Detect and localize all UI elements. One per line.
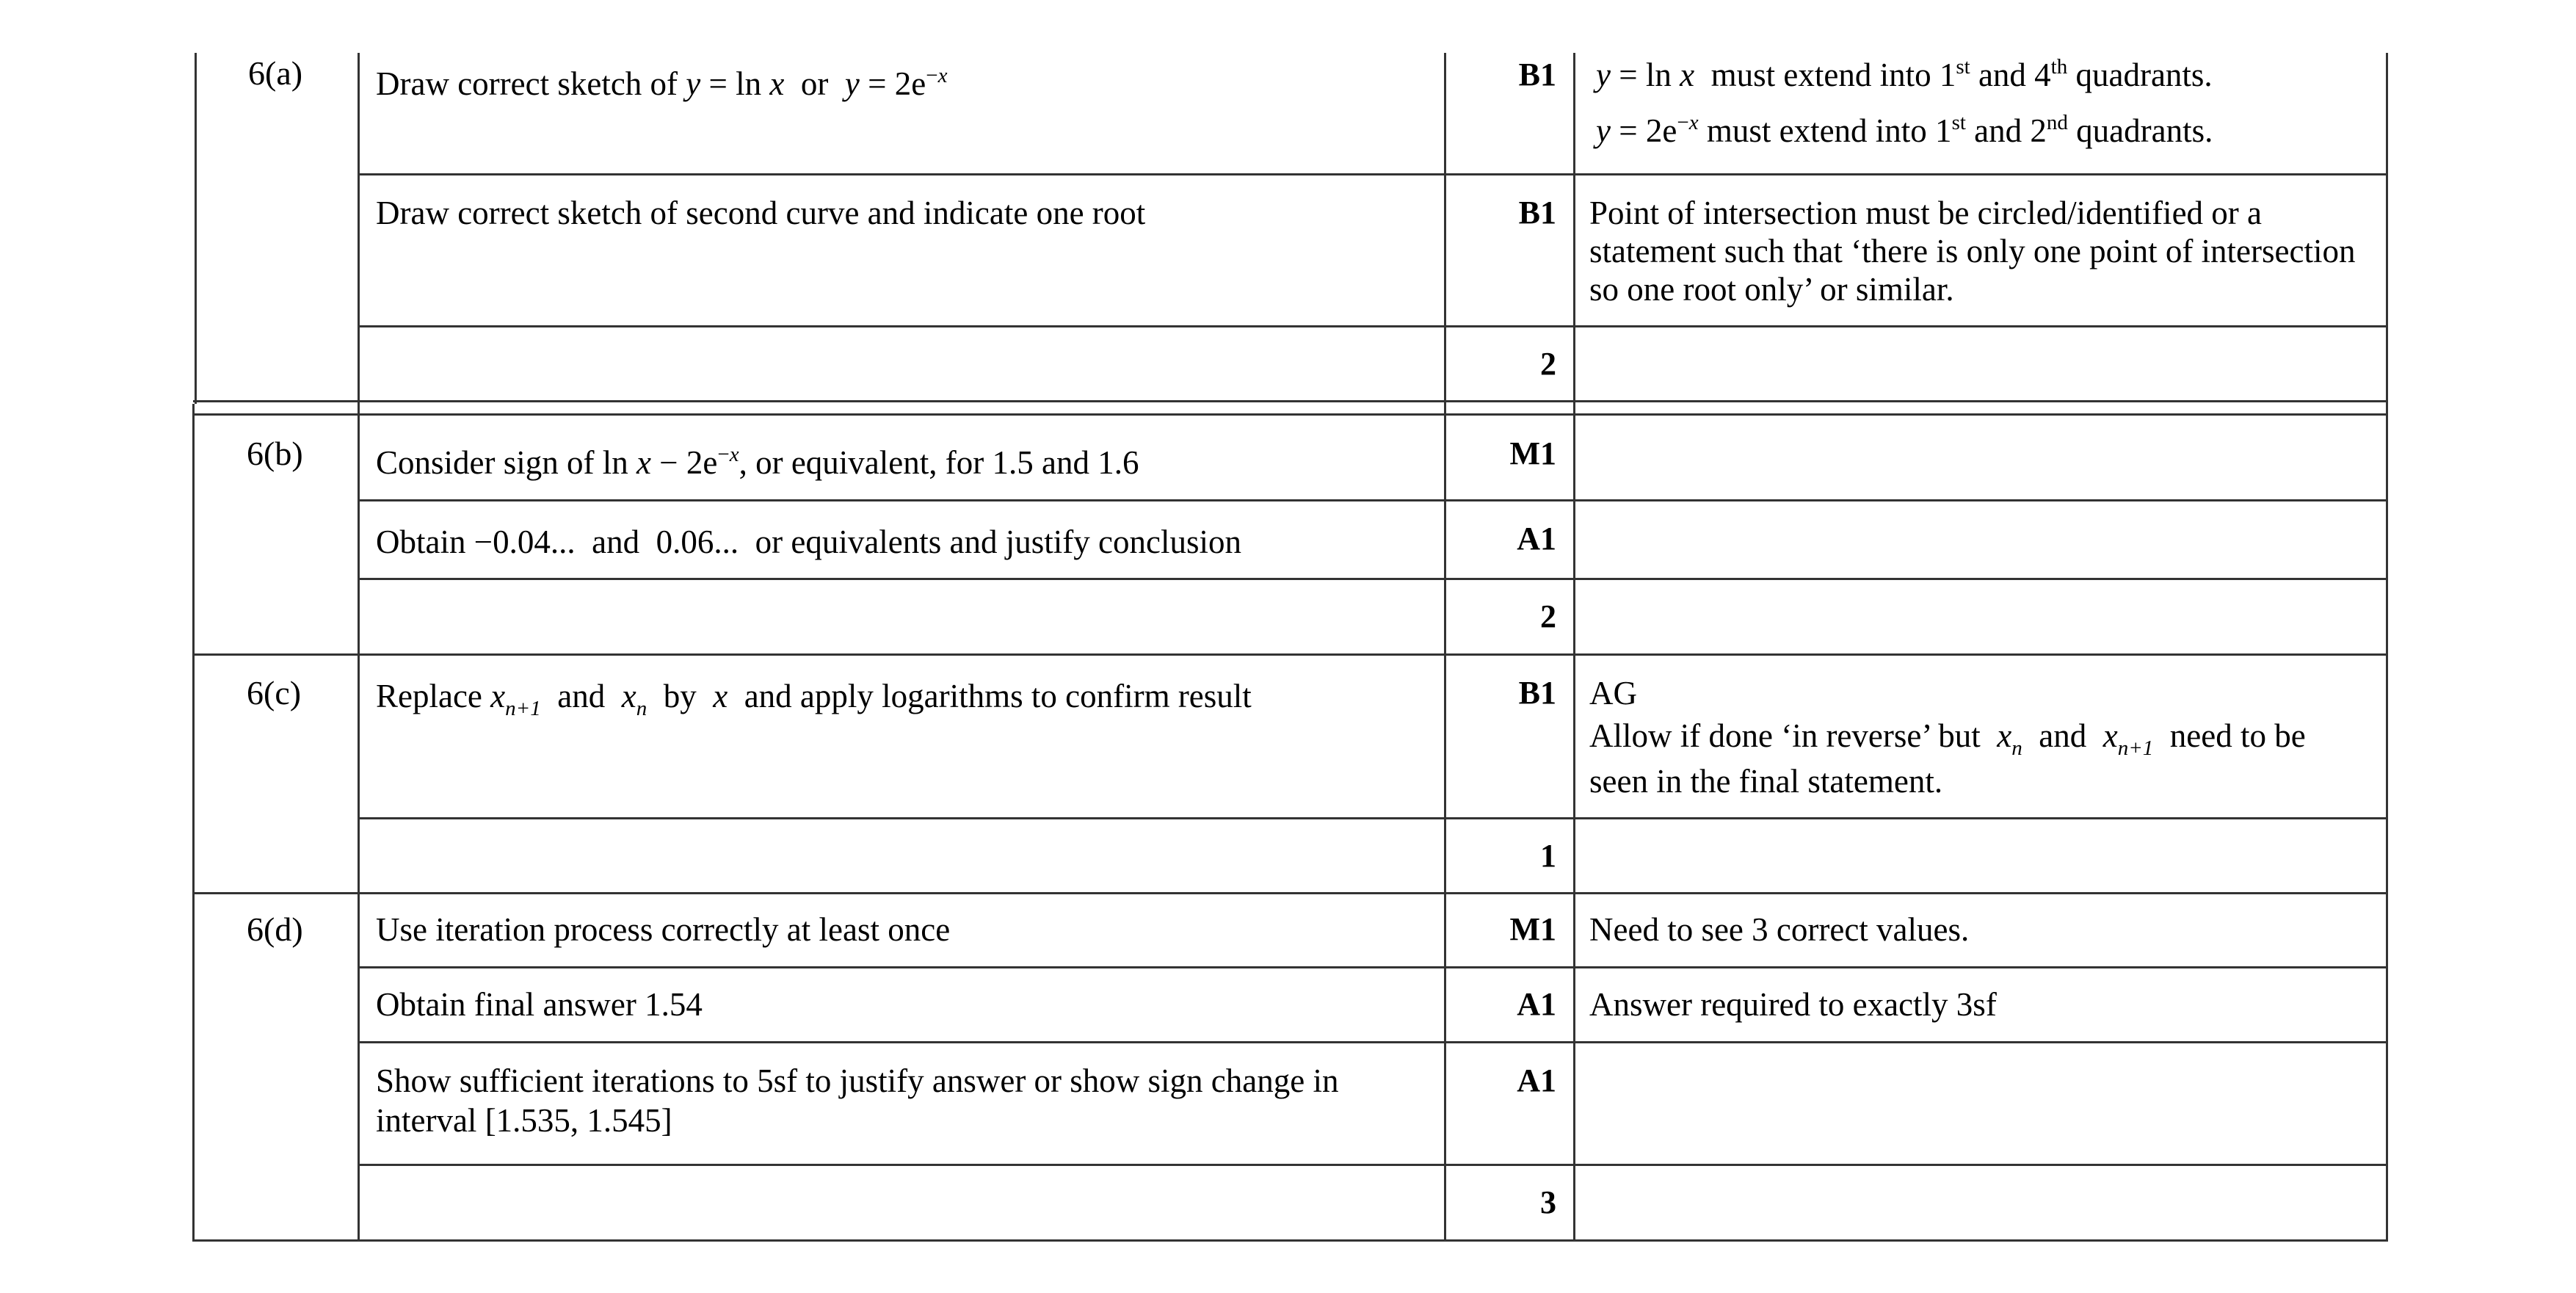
guidance-6d-row1: Need to see 3 correct values. (1589, 911, 1970, 948)
ordinal-suffix: th (2050, 55, 2068, 79)
ordinal-suffix: nd (2046, 111, 2068, 134)
math-op: ln (602, 444, 637, 481)
section-divider (193, 892, 2388, 894)
math-exponent (717, 443, 739, 466)
section-divider (193, 653, 2388, 656)
guidance-text: and 4 (1970, 57, 2051, 93)
row-divider (359, 966, 2388, 968)
guidance-6c-line3: seen in the final statement. (1589, 763, 1943, 800)
answer-text: Obtain (376, 524, 474, 560)
mark-6a-b1: B1 (1518, 195, 1556, 231)
answer-text: or (784, 65, 845, 102)
math-subscript: n (636, 697, 647, 720)
guidance-text: must extend into 1 (1698, 112, 1952, 149)
math-var: x (636, 444, 651, 481)
table-border-bottom (193, 1239, 2388, 1242)
answer-text: and (540, 678, 622, 714)
math-op: = ln (700, 65, 770, 102)
math-var: y (1596, 57, 1611, 93)
answer-text: and apply logarithms to confirm result (728, 678, 1252, 714)
math-var: x (2102, 717, 2118, 754)
math-var: x (621, 678, 636, 714)
mark-6a-b1: B1 (1518, 57, 1556, 93)
question-label-6b: 6(b) (247, 435, 303, 472)
answer-6d-row2: Obtain final answer 1.54 (376, 986, 703, 1023)
math-var: x (729, 443, 739, 466)
answer-6a-row1 (376, 65, 947, 103)
math-op: = ln (1610, 57, 1680, 93)
ordinal-suffix: st (1951, 111, 1966, 134)
answer-text: Replace (376, 678, 491, 714)
guidance-6a-row1-line1 (1596, 56, 2213, 94)
question-label-6d: 6(d) (247, 910, 303, 948)
value: −0.04... (474, 524, 576, 560)
answer-6b-row2 (376, 523, 1241, 561)
math-exponent (1677, 111, 1698, 134)
mark-6d-m1: M1 (1509, 911, 1556, 947)
guidance-6c-ag: AG (1589, 675, 1637, 711)
row-divider (359, 173, 2388, 175)
math-op: − 2e (651, 444, 718, 481)
math-op: = 2e (859, 65, 926, 102)
total-marks-6b: 2 (1540, 598, 1556, 634)
guidance-text: quadrants. (2067, 112, 2213, 149)
table-border-left-6a (195, 53, 197, 404)
section-divider-double-bottom (193, 413, 2388, 416)
math-subscript: n+1 (2117, 736, 2154, 760)
answer-6c-row1 (376, 677, 1252, 720)
answer-text: Consider sign of (376, 444, 603, 481)
mark-6b-a1: A1 (1517, 521, 1556, 557)
total-marks-6c: 1 (1540, 838, 1556, 874)
mark-6c-b1: B1 (1518, 675, 1556, 711)
answer-text: or equivalents and justify conclusion (739, 524, 1241, 560)
guidance-text: quadrants. (2067, 57, 2213, 93)
guidance-6a-row1-line2 (1596, 112, 2213, 150)
column-divider-question (358, 53, 360, 1242)
total-marks-6a: 2 (1540, 346, 1556, 382)
math-op: − (717, 443, 730, 466)
math-op: − (1677, 111, 1689, 134)
column-divider-answer (1444, 53, 1446, 1242)
guidance-6a-row2-line1: Point of intersection must be circled/identified or a (1589, 195, 2262, 231)
row-divider (359, 1041, 2388, 1043)
row-divider (359, 578, 2388, 580)
value: 0.06... (656, 524, 739, 560)
ordinal-suffix: st (1956, 55, 1970, 79)
answer-6b-row1 (376, 443, 1139, 482)
answer-6d-row1: Use iteration process correctly at least once (376, 911, 951, 948)
guidance-6a-row2-line3: so one root only’ or similar. (1589, 271, 1954, 308)
answer-6d-row3-line2: interval [1.535, 1.545] (376, 1102, 672, 1139)
answer-6d-row3-line1: Show sufficient iterations to 5sf to justify answer or show sign change in (376, 1062, 1339, 1099)
answer-text: Draw correct sketch of (376, 65, 686, 102)
total-marks-6d: 3 (1540, 1184, 1556, 1220)
guidance-text: Allow if done ‘in reverse’ but (1589, 717, 1998, 754)
math-var: x (1997, 717, 2012, 754)
math-op: = 2e (1610, 112, 1677, 149)
math-var: y (686, 65, 701, 102)
guidance-6d-row2: Answer required to exactly 3sf (1589, 986, 1997, 1023)
row-divider (359, 817, 2388, 819)
table-border-left (192, 404, 195, 1242)
math-exponent (926, 64, 947, 87)
mark-6b-m1: M1 (1509, 435, 1556, 471)
answer-6a-row2: Draw correct sketch of second curve and indicate one root (376, 195, 1146, 231)
mark-6d-a1: A1 (1517, 1062, 1556, 1098)
math-op: − (926, 64, 938, 87)
guidance-text: and 2 (1965, 112, 2047, 149)
answer-text: , or equivalent, for 1.5 and 1.6 (739, 444, 1139, 481)
guidance-6c-line2 (1589, 717, 2306, 760)
question-label-6a: 6(a) (248, 54, 303, 92)
guidance-text: and (2022, 717, 2103, 754)
math-var: y (1596, 112, 1611, 149)
section-divider-double-top (193, 400, 2388, 402)
math-var: x (769, 65, 785, 102)
answer-text: and (575, 524, 656, 560)
math-var: x (1688, 111, 1699, 134)
row-divider (359, 499, 2388, 501)
guidance-6a-row2-line2: statement such that ‘there is only one point of intersection (1589, 233, 2356, 269)
math-subscript: n+1 (505, 697, 541, 720)
column-divider-marks (1573, 53, 1575, 1242)
math-var: x (1680, 57, 1695, 93)
guidance-text: need to be (2153, 717, 2306, 754)
row-divider (359, 325, 2388, 327)
question-label-6c: 6(c) (247, 674, 302, 711)
math-var: x (713, 678, 728, 714)
table-border-right (2386, 53, 2388, 1242)
row-divider (359, 1164, 2388, 1166)
mark-6d-a1: A1 (1517, 986, 1556, 1022)
math-var: y (844, 65, 860, 102)
guidance-text: must extend into 1 (1694, 57, 1956, 93)
math-var: x (937, 64, 948, 87)
math-subscript: n (2011, 736, 2022, 760)
math-var: x (490, 678, 506, 714)
answer-text: by (647, 678, 714, 714)
